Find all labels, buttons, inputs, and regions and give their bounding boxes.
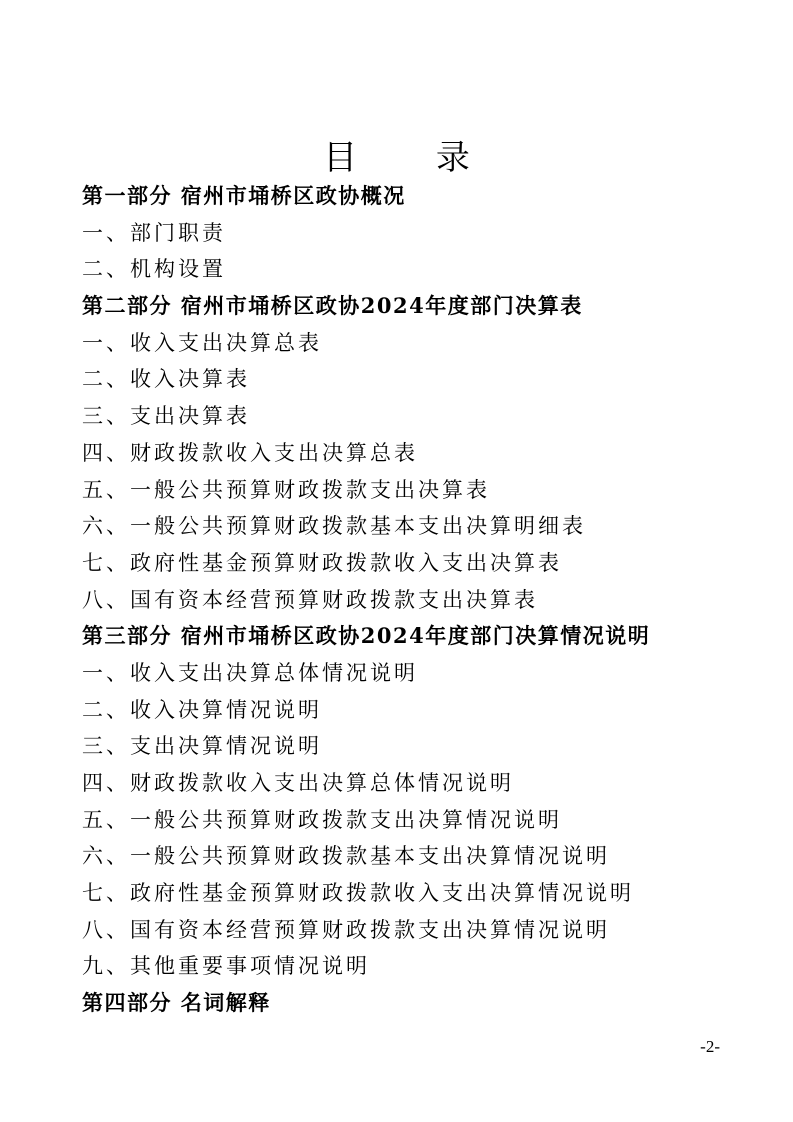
toc-item: 八、国有资本经营预算财政拨款支出决算情况说明 <box>82 917 610 942</box>
toc-part-2: 第二部分 宿州市埇桥区政协2024年度部门决算表 <box>82 293 583 319</box>
toc-part-4: 第四部分 名词解释 <box>82 990 271 1016</box>
toc-item: 五、一般公共预算财政拨款支出决算表 <box>82 477 490 502</box>
toc-item: 九、其他重要事项情况说明 <box>82 954 370 979</box>
toc-item: 四、财政拨款收入支出决算总表 <box>82 440 418 465</box>
toc-item: 八、国有资本经营预算财政拨款支出决算表 <box>82 587 538 612</box>
toc-item: 二、收入决算表 <box>82 367 250 392</box>
toc-item: 三、支出决算表 <box>82 404 250 429</box>
toc-item: 六、一般公共预算财政拨款基本支出决算情况说明 <box>82 844 610 869</box>
page-title: 目 录 <box>323 138 504 178</box>
toc-item: 二、机构设置 <box>82 257 226 282</box>
table-of-contents <box>82 178 742 1022</box>
toc-part-3: 第三部分 宿州市埇桥区政协2024年度部门决算情况说明 <box>82 623 651 649</box>
toc-part-1: 第一部分 宿州市埇桥区政协概况 <box>82 183 406 208</box>
toc-item: 一、部门职责 <box>82 220 226 245</box>
toc-item: 一、收入支出决算总体情况说明 <box>82 660 418 685</box>
toc-item: 七、政府性基金预算财政拨款收入支出决算表 <box>82 550 562 575</box>
toc-item: 七、政府性基金预算财政拨款收入支出决算情况说明 <box>82 881 634 906</box>
toc-item: 二、收入决算情况说明 <box>82 697 322 722</box>
toc-item: 六、一般公共预算财政拨款基本支出决算明细表 <box>82 514 586 539</box>
toc-item: 三、支出决算情况说明 <box>82 734 322 759</box>
toc-item: 五、一般公共预算财政拨款支出决算情况说明 <box>82 807 562 832</box>
page-number: -2- <box>700 1037 720 1056</box>
toc-item: 一、收入支出决算总表 <box>82 330 322 355</box>
toc-item: 四、财政拨款收入支出决算总体情况说明 <box>82 771 514 795</box>
